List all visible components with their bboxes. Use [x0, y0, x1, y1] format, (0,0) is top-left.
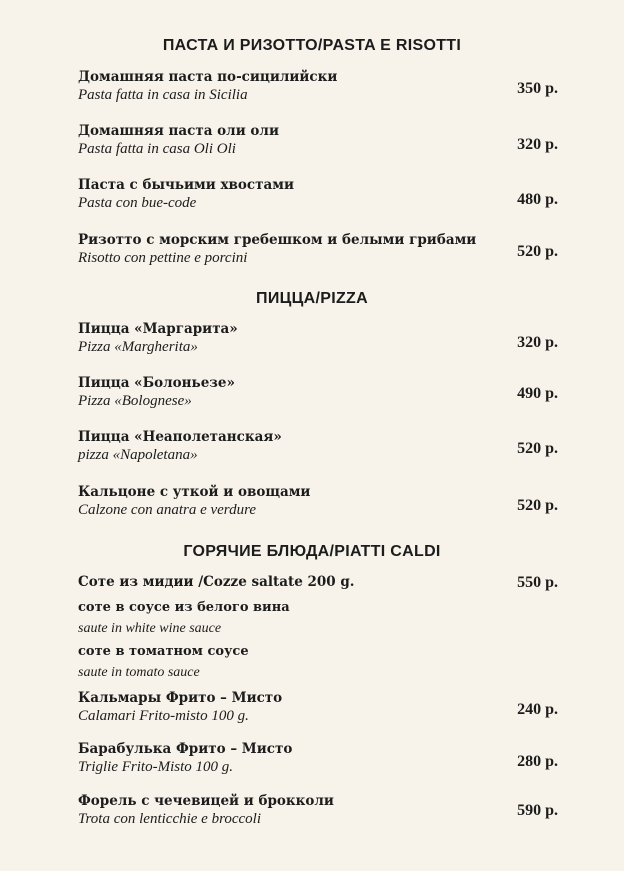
- option-name-it: saute in white wine sauce: [78, 621, 222, 636]
- item-name-ru: Кальцоне с уткой и овощами: [78, 484, 311, 500]
- item-price: 490 р.: [517, 385, 558, 402]
- item-name-ru: Пицца «Неаполетанская»: [78, 429, 282, 445]
- item-name-it: Pizza «Margherita»: [78, 339, 198, 355]
- menu-item: [78, 741, 560, 776]
- item-name-ru: Паста с бычьими хвостами: [78, 177, 294, 193]
- item-name-it: Pasta fatta in casa Oli Oli: [78, 141, 236, 157]
- option-name-ru: соте в соусе из белого вина: [78, 600, 290, 615]
- item-name-ru: Соте из мидии /Cozze saltate 200 g.: [78, 574, 355, 590]
- menu-item: [78, 429, 560, 464]
- item-name-ru: Кальмары Фрито – Мисто: [78, 690, 283, 706]
- item-name-it: Trota con lenticchie e broccoli: [78, 811, 262, 827]
- item-price: 520 р.: [517, 440, 558, 457]
- menu-item: [78, 375, 560, 410]
- item-price: 480 р.: [517, 191, 558, 208]
- menu-item: [78, 574, 560, 590]
- item-name-ru: Пицца «Маргарита»: [78, 321, 238, 337]
- menu-item: [78, 690, 560, 725]
- menu-item: [78, 69, 560, 104]
- section-title-hot-dishes: ГОРЯЧИЕ БЛЮДА/PIATTI CALDI: [183, 543, 441, 560]
- menu-item: [78, 177, 560, 212]
- item-name-it: Risotto con pettine e porcini: [78, 250, 248, 266]
- menu-item: [78, 321, 560, 356]
- option-name-it: saute in tomato sauce: [78, 665, 200, 680]
- item-name-ru: Форель с чечевицей и брокколи: [78, 793, 334, 809]
- item-name-it: Calzone con anatra e verdure: [78, 502, 257, 518]
- item-price: 240 р.: [517, 701, 558, 718]
- menu-item: [78, 232, 560, 267]
- section-title-pasta: ПАСТА И РИЗОТТО/PASTA E RISOTTI: [162, 37, 462, 54]
- item-price: 520 р.: [517, 497, 558, 514]
- item-price: 320 р.: [517, 334, 558, 351]
- item-name-it: Pizza «Bolognese»: [78, 393, 192, 409]
- item-price: 350 р.: [517, 80, 558, 97]
- menu-item: [78, 793, 560, 828]
- item-name-ru: Барабулька Фрито – Мисто: [78, 741, 293, 757]
- menu-item: [78, 484, 560, 519]
- option-name-ru: соте в томатном соусе: [78, 644, 249, 659]
- item-name-it: pizza «Napoletana»: [78, 447, 198, 463]
- item-name-ru: Домашняя паста оли оли: [78, 123, 279, 139]
- item-name-it: Pasta con bue-code: [78, 195, 197, 211]
- item-price: 550 р.: [517, 574, 558, 591]
- item-name-it: Pasta fatta in casa in Sicilia: [78, 87, 248, 103]
- item-price: 280 р.: [517, 753, 558, 770]
- menu-item: [78, 123, 560, 158]
- item-price: 520 р.: [517, 243, 558, 260]
- item-name-ru: Домашняя паста по-сицилийски: [78, 69, 338, 85]
- item-name-it: Triglie Frito-Misto 100 g.: [78, 759, 234, 775]
- item-name-it: Calamari Frito-misto 100 g.: [78, 708, 249, 724]
- item-price: 320 р.: [517, 136, 558, 153]
- item-name-ru: Пицца «Болоньезе»: [78, 375, 235, 391]
- item-name-ru: Ризотто с морским гребешком и белыми грибами: [78, 232, 477, 248]
- item-price: 590 р.: [517, 802, 558, 819]
- section-title-pizza: ПИЦЦА/PIZZA: [256, 290, 368, 307]
